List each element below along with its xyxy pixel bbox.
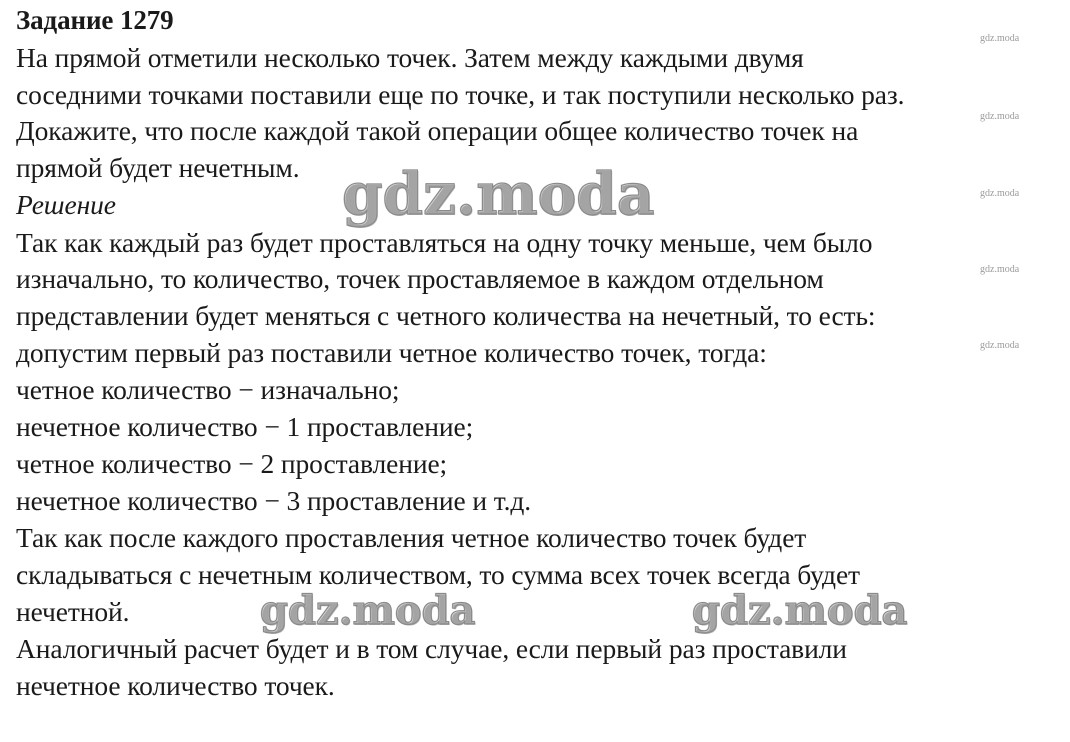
solution-line-13: нечетное количество точек. [16,670,335,701]
watermark-large: gdz.moda [692,587,908,634]
watermark-small: gdz.moda [980,188,1020,199]
solution-line-10: складываться с нечетным количеством, то сумма всех точек всегда будет [16,559,860,590]
solution-line-6: нечетное количество − 1 проставление; [16,411,474,442]
statement-line-4: прямой будет нечетным. [16,152,300,183]
solution-line-9: Так как после каждого проставления четное количество точек будет [16,522,807,553]
watermark-small: gdz.moda [980,264,1020,275]
task-title: Задание 1279 [16,5,174,35]
statement-line-2: соседними точками поставили еще по точке, и так поступили несколько раз. [16,79,905,110]
watermark-small: gdz.moda [980,111,1020,122]
solution-line-8: нечетное количество − 3 проставление и т.д. [16,485,532,516]
solution-line-5: четное количество − изначально; [16,374,400,405]
statement-line-3: Докажите, что после каждой такой операции общее количество точек на [16,115,859,146]
solution-line-3: представлении будет меняться с четного количества на нечетный, то есть: [16,300,876,331]
watermark-small: gdz.moda [980,340,1020,351]
solution-line-1: Так как каждый раз будет проставляться на одну точку меньше, чем было [16,227,873,258]
solution-heading: Решение [16,189,116,220]
statement-line-1: На прямой отметили несколько точек. Затем между каждыми двумя [16,42,804,73]
solution-line-4: допустим первый раз поставили четное количество точек, тогда: [16,337,767,368]
solution-line-12: Аналогичный расчет будет и в том случае, если первый раз проставили [16,633,847,664]
watermark-large: gdz.moda [260,587,476,634]
watermark-small: gdz.moda [980,33,1020,44]
watermark-large: gdz.moda [342,160,655,228]
solution-line-11: нечетной. [16,596,130,627]
solution-line-2: изначально, то количество, точек проставляемое в каждом отдельном [16,263,824,294]
solution-line-7: четное количество − 2 проставление; [16,448,448,479]
